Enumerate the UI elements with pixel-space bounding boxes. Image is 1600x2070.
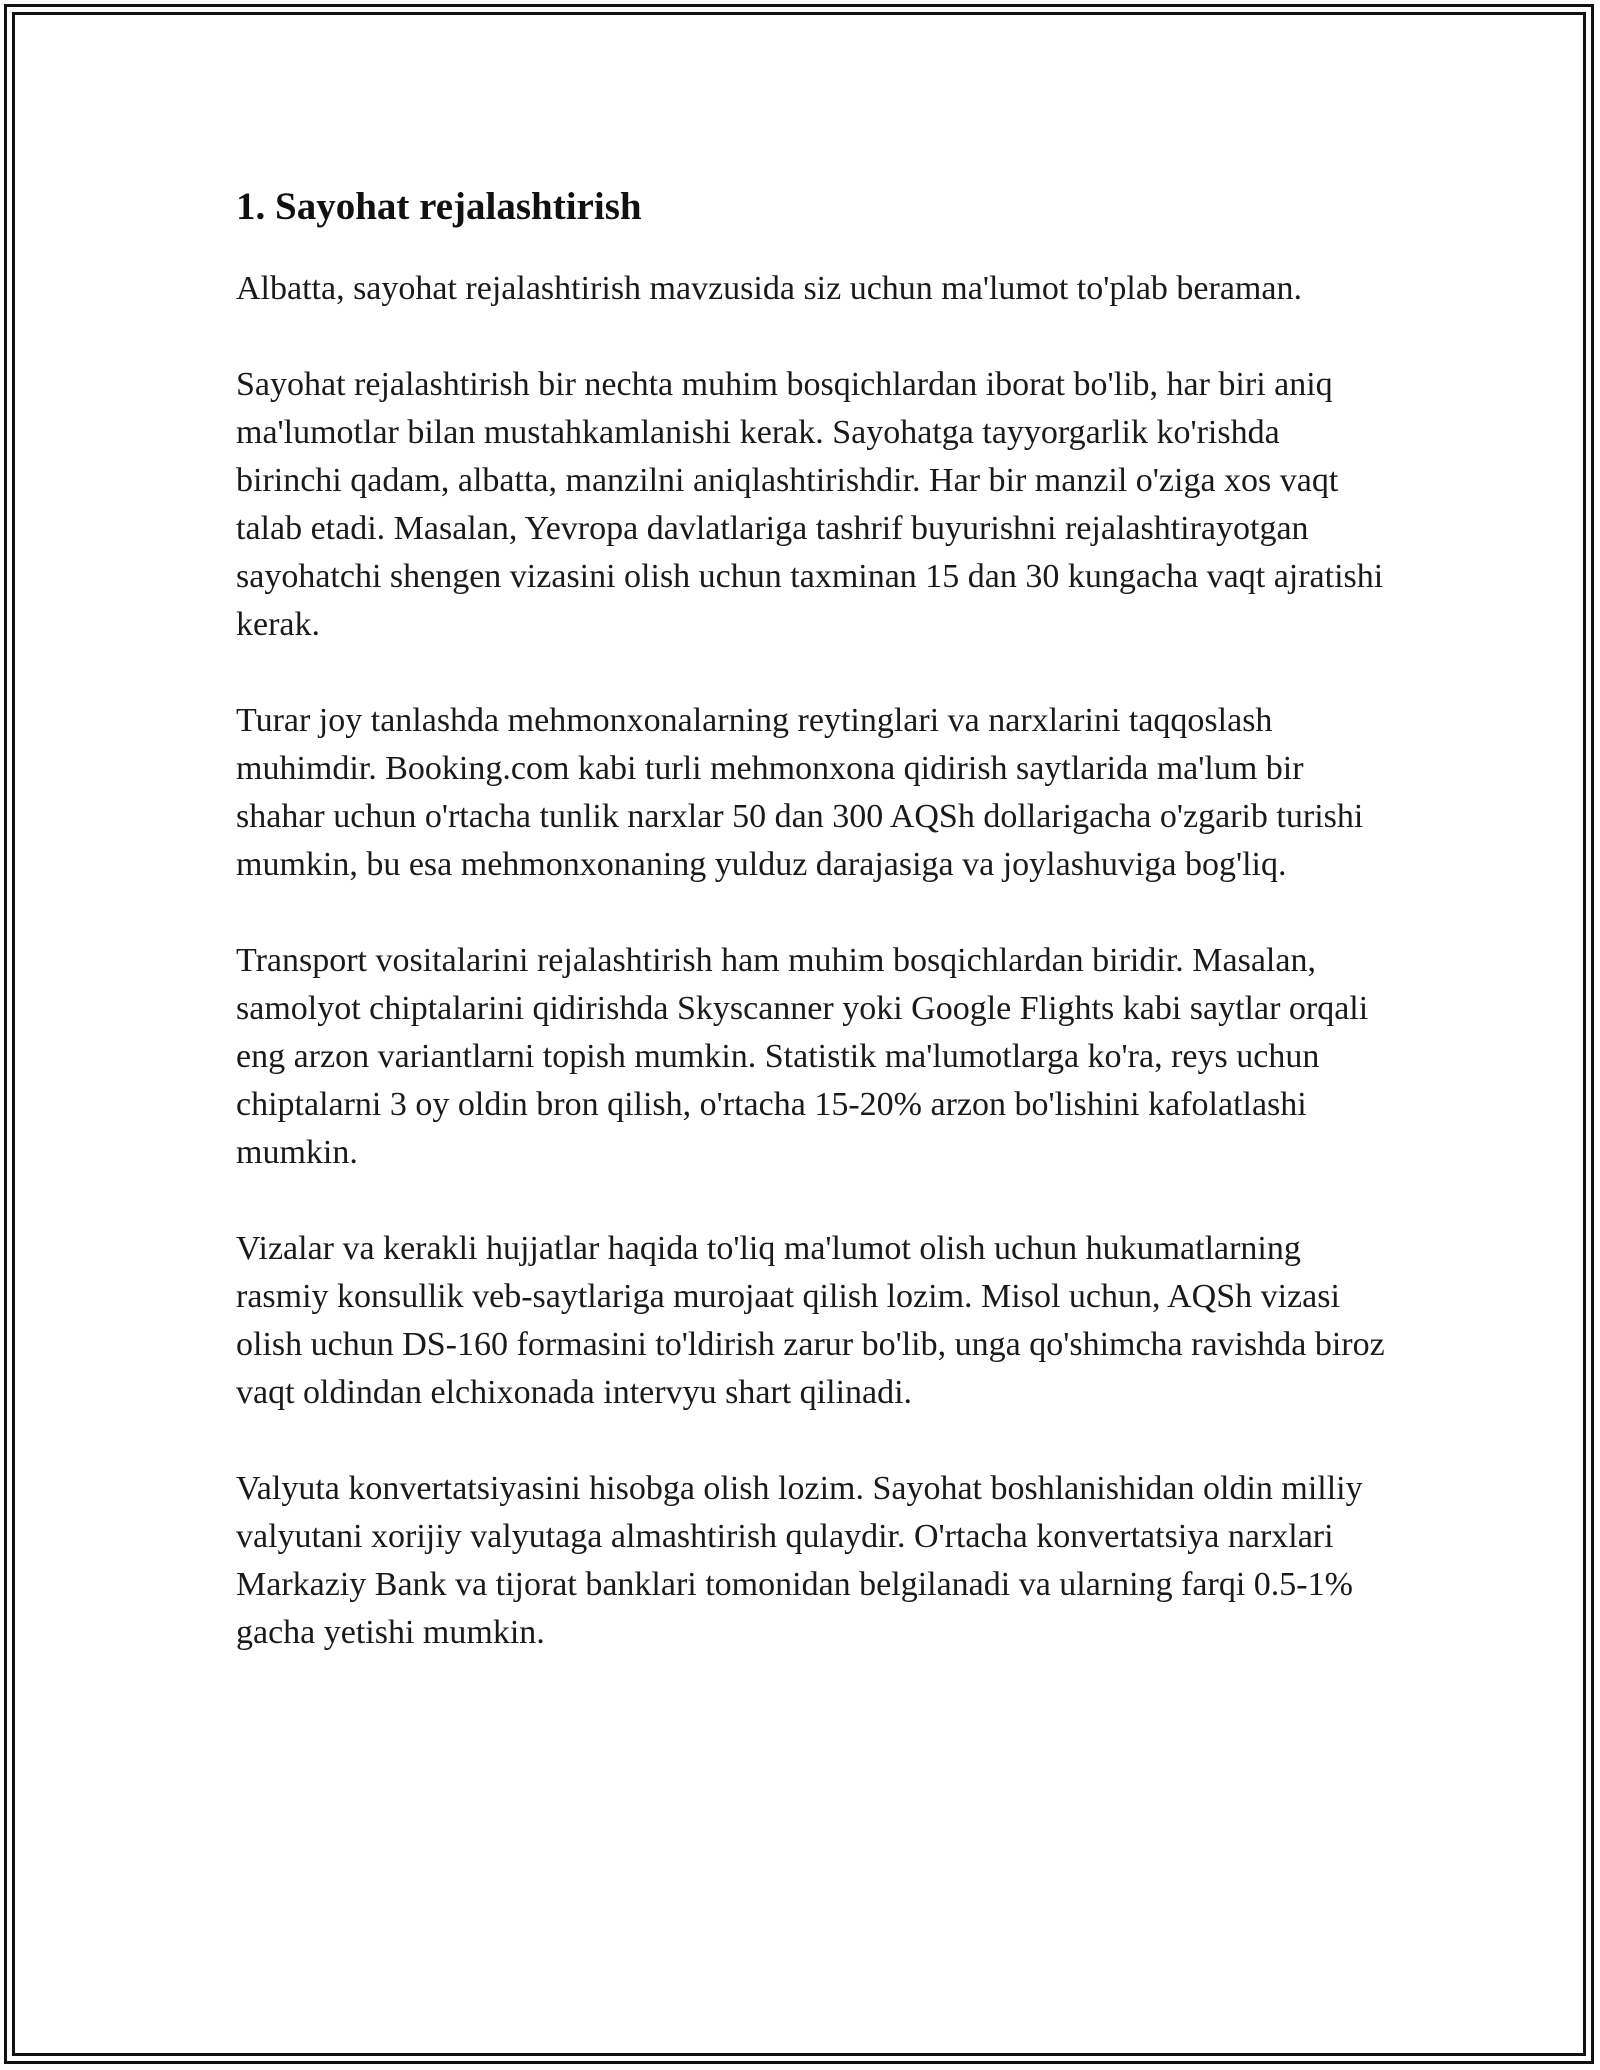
paragraph-intro: Albatta, sayohat rejalashtirish mavzusida siz uchun ma'lumot to'plab beraman.	[236, 269, 1302, 307]
paragraph-visas: Vizalar va kerakli hujjatlar haqida to'liq ma'lumot olish uchun hukumatlarning rasmiy konsullik veb-saytlariga murojaat qilish lozim. Misol uchun, AQSh vizasi olish uchun DS-160 formasini to'ldirish zarur bo'lib, unga qo'shimcha ravishda biroz vaqt oldindan elchixonada intervyu shart qilinadi.	[236, 1229, 1385, 1411]
document-body	[236, 184, 1386, 1705]
paragraph-currency: Valyuta konvertatsiyasini hisobga olish lozim. Sayohat boshlanishidan oldin milliy valyutani xorijiy valyutaga almashtirish qulaydir. O'rtacha konvertatsiya narxlari Markaziy Bank va tijorat banklari tomonidan belgilanadi va ularning farqi 0.5-1% gacha yetishi mumkin.	[236, 1469, 1363, 1651]
section-heading: 1. Sayohat rejalashtirish	[236, 185, 642, 228]
paragraph-destination: Sayohat rejalashtirish bir nechta muhim bosqichlardan iborat bo'lib, har biri aniq ma'lumotlar bilan mustahkamlanishi kerak. Sayohatga tayyorgarlik ko'rishda birinchi qadam, albatta, manzilni aniqlashtirishdir. Har bir manzil o'ziga xos vaqt talab etadi. Masalan, Yevropa davlatlariga tashrif buyurishni rejalashtirayotgan sayohatchi shengen vizasini olish uchun taxminan 15 dan 30 kungacha vaqt ajratishi kerak.	[236, 365, 1384, 643]
paragraph-accommodation: Turar joy tanlashda mehmonxonalarning reytinglari va narxlarini taqqoslash muhimdir. Booking.com kabi turli mehmonxona qidirish saytlarida ma'lum bir shahar uchun o'rtacha tunlik narxlar 50 dan 300 AQSh dollarigacha o'zgarib turishi mumkin, bu esa mehmonxonaning yulduz darajasiga va joylashuviga bog'liq.	[236, 701, 1364, 883]
paragraph-transport: Transport vositalarini rejalashtirish ham muhim bosqichlardan biridir. Masalan, samolyot chiptalarini qidirishda Skyscanner yoki Google Flights kabi saytlar orqali eng arzon variantlarni topish mumkin. Statistik ma'lumotlarga ko'ra, reys uchun chiptalarni 3 oy oldin bron qilish, o'rtacha 15-20% arzon bo'lishini kafolatlashi mumkin.	[236, 941, 1369, 1171]
